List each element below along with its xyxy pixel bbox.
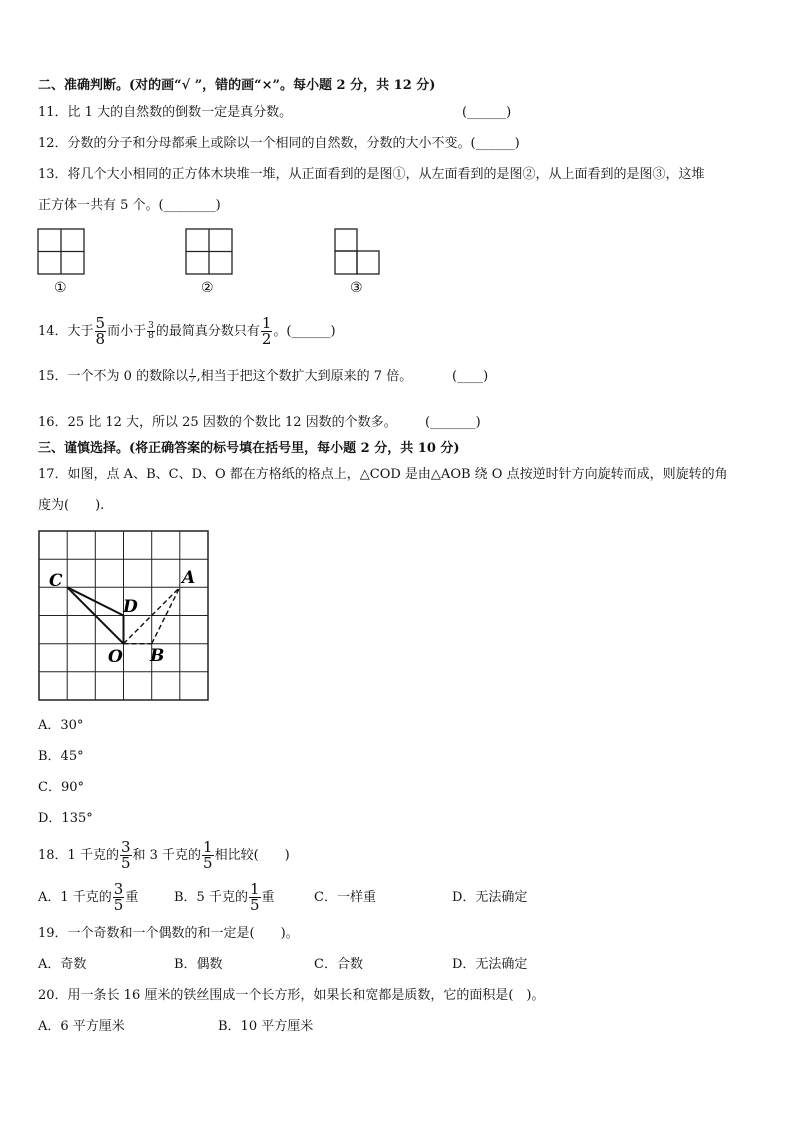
q15-frac-numerator: 1 [190, 368, 195, 376]
point-o-label: O [108, 647, 123, 667]
q14-mid2: 的最简真分数只有 [155, 324, 260, 339]
fraction-1-2 [261, 316, 273, 347]
q18-frac2-numerator: 1 [203, 838, 213, 856]
point-d-label: D [123, 597, 138, 617]
fraction-3-5 [120, 840, 132, 871]
q18-option-d[interactable]: D．无法确定 [452, 890, 528, 905]
question-15 [38, 362, 412, 392]
q18-option-a-numerator: 3 [113, 880, 124, 898]
figure-label-3: ③ [350, 280, 363, 296]
view-figures [0, 0, 794, 300]
question-13-line1: 13．将几个大小相同的正方体木块堆一堆，从正面看到的是图①，从左面看到的是图②，从上面看到的是图③，这堆 [38, 167, 705, 182]
q19-option-d[interactable]: D．无法确定 [452, 957, 528, 972]
q18-suffix: 相比较( ) [214, 848, 290, 863]
top-view-figure [335, 229, 379, 274]
q14-prefix: 14．大于 [38, 324, 94, 339]
fraction-1-7 [189, 369, 195, 384]
q15-frac-denominator: 7 [190, 376, 195, 384]
q18-option-b-fraction [249, 882, 261, 913]
q14-frac3-denominator: 2 [261, 330, 272, 348]
q17-option-c[interactable]: C．90° [38, 780, 84, 795]
question-19: 19．一个奇数和一个偶数的和一定是( )。 [38, 926, 299, 941]
q18-option-c[interactable]: C．一样重 [314, 890, 376, 905]
question-13-line2: 正方体一共有 5 个。(________) [38, 198, 221, 213]
question-20: 20．用一条长 16 厘米的铁丝围成一个长方形，如果长和宽都是质数，它的面积是( )。 [38, 988, 545, 1003]
q19-option-a[interactable]: A．奇数 [38, 957, 87, 972]
fraction-3-8 [147, 322, 155, 341]
question-16: 16．25 比 12 大，所以 25 因数的个数比 12 因数的个数多。 [38, 415, 397, 430]
q19-option-c[interactable]: C．合数 [314, 957, 363, 972]
q18-option-a-denominator: 5 [113, 896, 124, 914]
q17-option-d[interactable]: D．135° [38, 811, 93, 826]
q19-option-b[interactable]: B．偶数 [174, 957, 223, 972]
q18-option-a-suffix: 重 [125, 890, 139, 905]
question-14 [38, 313, 336, 351]
point-b-label: B [150, 646, 165, 666]
question-11-text: 11．比 1 大的自然数的倒数一定是真分数。 [38, 105, 293, 120]
q15-prefix: 15．一个不为 0 的数除以 [38, 369, 189, 384]
q17-option-a[interactable]: A．30° [38, 718, 84, 733]
left-view-figure [186, 229, 232, 274]
fraction-5-8 [95, 316, 107, 347]
question-17-line2: 度为( ). [38, 498, 105, 513]
q14-mid1: 而小于 [107, 324, 147, 339]
question-15-blank[interactable]: (____) [452, 369, 489, 384]
figure-label-2: ② [201, 280, 214, 296]
question-12-text: 12．分数的分子和分母都乘上或除以一个相同的自然数，分数的大小不变。 [38, 136, 471, 151]
q18-option-a-fraction [113, 882, 125, 913]
q14-frac1-numerator: 5 [95, 314, 106, 332]
q20-option-a[interactable]: A．6 平方厘米 [38, 1019, 125, 1034]
question-12-blank[interactable]: (______) [470, 136, 520, 151]
q14-frac3-numerator: 1 [261, 314, 272, 332]
fraction-1-5 [202, 840, 214, 871]
q14-suffix[interactable]: 。(______) [273, 324, 336, 339]
question-18 [38, 836, 290, 876]
q17-option-b[interactable]: B．45° [38, 749, 84, 764]
q14-frac2-numerator: 3 [148, 321, 154, 331]
q18-frac1-denominator: 5 [120, 854, 131, 872]
question-17-line1: 17．如图，点 A、B、C、D、O 都在方格纸的格点上，△COD 是由△AOB 绕 O 点按逆时针方向旋转而成，则旋转的角 [38, 467, 728, 482]
q18-option-a[interactable] [38, 878, 138, 918]
point-a-label: A [182, 568, 196, 588]
section3-heading: 三、谨慎选择。(将正确答案的标号填在括号里，每小题 2 分，共 10 分) [38, 441, 460, 456]
q14-frac2-denominator: 8 [148, 331, 154, 341]
q20-option-b[interactable]: B．10 平方厘米 [218, 1019, 314, 1034]
q18-frac2-denominator: 5 [203, 854, 213, 872]
q14-frac1-denominator: 8 [95, 330, 106, 348]
figure-label-1: ① [54, 280, 67, 296]
question-16-blank[interactable]: (_______) [425, 415, 481, 430]
section2-heading: 二、准确判断。(对的画“√ ”，错的画“×”。每小题 2 分，共 12 分) [38, 78, 436, 93]
q18-frac1-numerator: 3 [120, 838, 131, 856]
front-view-figure [38, 229, 84, 274]
rotation-grid-figure [38, 530, 210, 702]
q18-option-b-prefix: B．5 千克的 [174, 890, 248, 905]
q18-option-b-numerator: 1 [249, 880, 260, 898]
question-11-blank[interactable]: (______) [462, 105, 512, 120]
q15-suffix: ,相当于把这个数扩大到原来的 7 倍。 [196, 369, 413, 384]
q18-option-b-suffix: 重 [261, 890, 275, 905]
q18-mid: 和 3 千克的 [132, 848, 202, 863]
point-c-label: C [49, 571, 63, 591]
q18-option-b-denominator: 5 [249, 896, 260, 914]
q18-option-a-prefix: A．1 千克的 [38, 890, 112, 905]
q18-prefix: 18．1 千克的 [38, 848, 119, 863]
q18-option-b[interactable] [174, 878, 275, 918]
